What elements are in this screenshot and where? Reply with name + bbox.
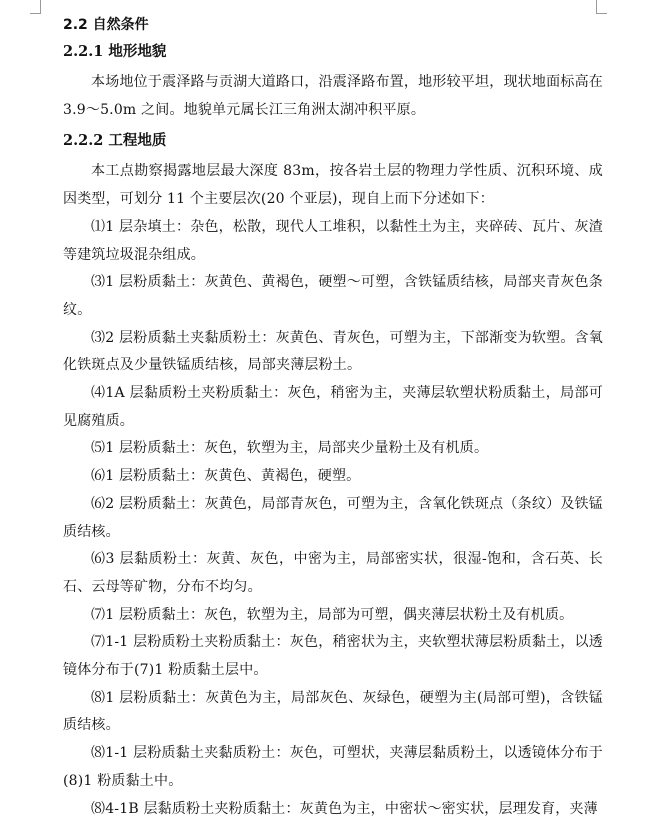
- subsection-heading-engineering-geology: 2.2.2 工程地质: [63, 132, 167, 150]
- paragraph-layer-5-1: ⑸1 层粉质黏土：灰色，软塑为主，局部夹少量粉土及有机质。: [91, 440, 489, 457]
- paragraph-layer-7-1-1: ⑺1-1 层粉质粉土夹粉质黏土：灰色，稍密状为主，夹软塑状薄层粉质黏土，以透镜体分布于(7)1 粉质黏土层中。: [63, 634, 603, 679]
- paragraph-layer-3-2: ⑶2 层粉质黏土夹黏质粉土：灰黄色、青灰色，可塑为主，下部渐变为软塑。含氧化铁斑点及少量铁锰质结核，局部夹薄层粉土。: [63, 329, 603, 374]
- crop-mark-left: [40, 0, 41, 14]
- paragraph-layer-6-3: ⑹3 层黏质粉土：灰黄、灰色，中密为主，局部密实状，很湿-饱和，含石英、长石、云母等矿物，分布不均匀。: [63, 551, 603, 595]
- subsection-heading-topography: 2.2.1 地形地貌: [63, 43, 167, 60]
- paragraph-topography: 本场地位于震泽路与贡湖大道路口，沿震泽路布置，地形较平坦，现状地面标高在 3.9～5.0m 之间。地貌单元属长江三角洲太湖冲积平原。: [63, 74, 603, 118]
- document-body: [63, 14, 603, 823]
- paragraph-layer-7-1: ⑺1 层粉质黏土：灰色，软塑为主，局部为可塑，偶夹薄层状粉土及有机质。: [91, 606, 574, 623]
- paragraph-layer-8-1: ⑻1 层粉质黏土：灰黄色为主，局部灰色、灰绿色，硬塑为主(局部可塑)，含铁锰质结核。: [63, 689, 603, 734]
- crop-mark-right: [596, 0, 597, 14]
- crop-rule-left: [30, 13, 41, 14]
- paragraph-layer-4-1a: ⑷1A 层黏质粉土夹粉质黏土：灰色，稍密为主，夹薄层软塑状粉质黏土，局部可见腐殖质。: [63, 385, 603, 429]
- paragraph-geology-intro: 本工点勘察揭露地层最大深度 83m，按各岩土层的物理力学性质、沉积环境、成因类型，可划分 11 个主要层次(20 个亚层)，现自上而下分述如下：: [63, 163, 603, 208]
- paragraph-layer-8-4-1b: ⑻4-1B 层黏质粉土夹粉质黏土：灰黄色为主，中密状～密实状，层理发育，夹薄: [91, 800, 598, 817]
- paragraph-layer-8-1-1: ⑻1-1 层粉质黏土夹黏质粉土：灰色，可塑状，夹薄层黏质粉土，以透镜体分布于(8)1 粉质黏土中。: [63, 745, 603, 789]
- paragraph-layer-6-2: ⑹2 层粉质黏土：灰黄色，局部青灰色，可塑为主，含氧化铁斑点（条纹）及铁锰质结核。: [63, 495, 603, 540]
- paragraph-layer-1-1: ⑴1 层杂填土：杂色，松散，现代人工堆积，以黏性土为主，夹碎砖、瓦片、灰渣等建筑垃圾混杂组成。: [63, 218, 603, 263]
- paragraph-layer-6-1: ⑹1 层粉质黏土：灰黄色、黄褐色，硬塑。: [91, 468, 361, 485]
- section-heading-natural-conditions: 2.2 自然条件: [63, 17, 149, 33]
- paragraph-layer-3-1: ⑶1 层粉质黏土：灰黄色、黄褐色，硬塑～可塑，含铁锰质结核，局部夹青灰色条纹。: [63, 274, 603, 318]
